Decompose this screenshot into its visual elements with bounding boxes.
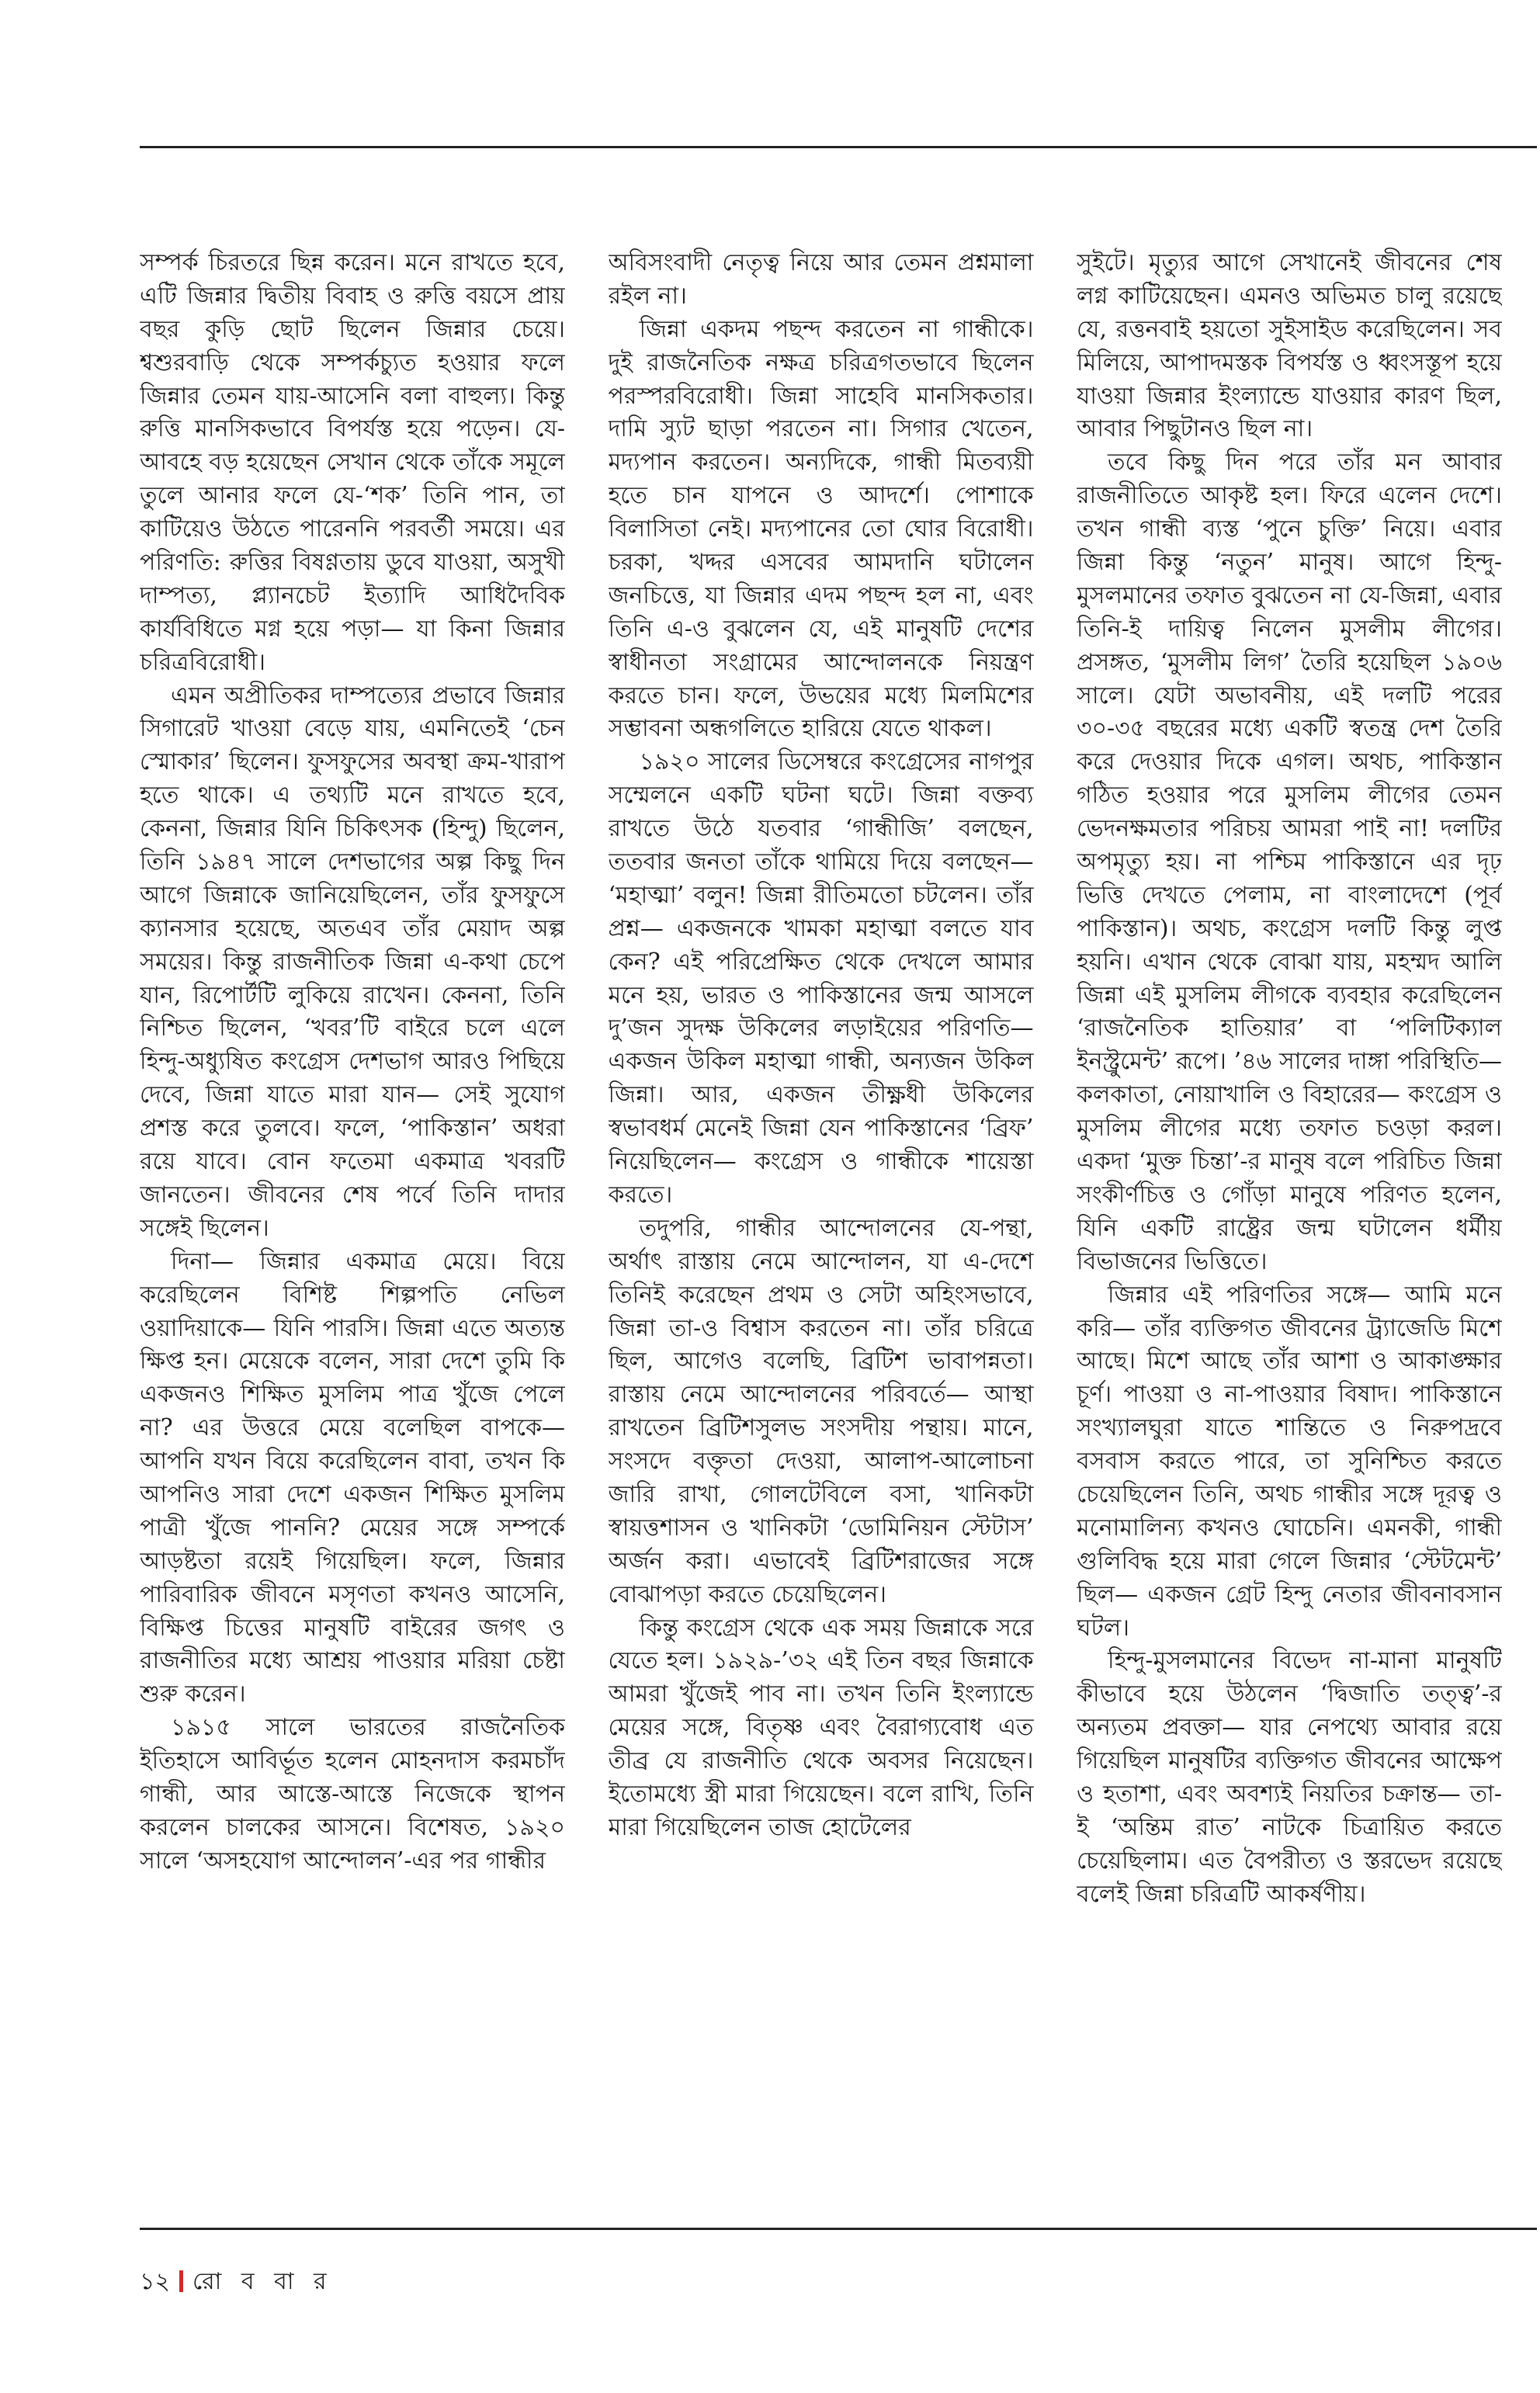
paragraph: দিনা— জিন্নার একমাত্র মেয়ে। বিয়ে করেছিলেন বিশিষ্ট শিল্পপতি নেভিল ওয়াদিয়াকে— যিনি পারসি। জিন্না এতে অত্যন্ত ক্ষিপ্ত হন। মেয়েকে বলেন, সারা দেশে তুমি কি একজনও শিক্ষিত মুসলিম পাত্র খুঁজে পেলে না? এর উত্তরে মেয়ে বলেছিল বাপকে— আপনি যখন বিয়ে করেছিলেন বাবা, তখন কি আপনিও সারা দেশে একজন শিক্ষিত মুসলিম পাত্রী খুঁজে পাননি? মেয়ের সঙ্গে সম্পর্কে আড়ষ্টতা রয়েই গিয়েছিল। ফলে, জিন্নার পারিবারিক জীবনে মসৃণতা কখনও আসেনি, বিক্ষিপ্ত চিত্তের মানুষটি বাইরের জগৎ ও রাজনীতির মধ্যে আশ্রয় পাওয়ার মরিয়া চেষ্টা শুরু করেন। [140, 1247, 565, 1708]
paragraph: জিন্নার এই পরিণতির সঙ্গে— আমি মনে করি— তাঁর ব্যক্তিগত জীবনের ট্র্যাজেডি মিশে আছে। মিশে আছে তাঁর আশা ও আকাঙ্ক্ষার চূর্ণ। পাওয়া ও না-পাওয়ার বিষাদ। পাকিস্তানে সংখ্যালঘুরা যাতে শান্তিতে ও নিরুপদ্রবে বসবাস করতে পারে, তা সুনিশ্চিত করতে চেয়েছিলেন তিনি, অথচ গান্ধীর সঙ্গে দূরত্ব ও মনোমালিন্য কখনও ঘোচেনি। এমনকী, গান্ধী গুলিবিদ্ধ হয়ে মারা গেলে জিন্নার ‘স্টেটমেন্ট’ ছিল— একজন গ্রেট হিন্দু নেতার জীবনাবসান ঘটল। [1077, 1281, 1502, 1642]
top-rule [140, 146, 1537, 148]
article-body [140, 247, 1502, 2211]
article-column-3 [1077, 247, 1502, 2211]
paragraph: জিন্না একদম পছন্দ করতেন না গান্ধীকে। দুই রাজনৈতিক নক্ষত্র চরিত্রগতভাবে ছিলেন পরস্পরবিরোধী। জিন্না সাহেবি মানসিকতার। দামি স্যুট ছাড়া পরতেন না। সিগার খেতেন, মদ্যপান করতেন। অন্যদিকে, গান্ধী মিতব্যয়ী হতে চান যাপনে ও আদর্শে। পোশাকে বিলাসিতা নেই। মদ্যপানের তো ঘোর বিরোধী। চরকা, খদ্দর এসবের আমদানি ঘটালেন জনচিত্তে, যা জিন্নার এদম পছন্দ হল না, এবং তিনি এ-ও বুঝলেন যে, এই মানুষটি দেশের স্বাধীনতা সংগ্রামের আন্দোলনকে নিয়ন্ত্রণ করতে চান। ফলে, উভয়ের মধ্যে মিলমিশের সম্ভাবনা অন্ধগলিতে হারিয়ে যেতে থাকল। [608, 315, 1034, 743]
paragraph: তদুপরি, গান্ধীর আন্দোলনের যে-পন্থা, অর্থাৎ রাস্তায় নেমে আন্দোলন, যা এ-দেশে তিনিই করেছেন প্রথম ও সেটা অহিংসভাবে, জিন্না তা-ও বিশ্বাস করতেন না। তাঁর চরিত্রে ছিল, আগেও বলেছি, ব্রিটিশ ভাবাপন্নতা। রাস্তায় নেমে আন্দোলনের পরিবর্তে— আস্থা রাখতেন ব্রিটিশসুলভ সংসদীয় পন্থায়। মানে, সংসদে বক্তৃতা দেওয়া, আলাপ-আলোচনা জারি রাখা, গোলটেবিলে বসা, খানিকটা স্বায়ত্তশাসন ও খানিকটা ‘ডোমিনিয়ন স্টেটাস’ অর্জন করা। এভাবেই ব্রিটিশরাজের সঙ্গে বোঝাপড়া করতে চেয়েছিলেন। [608, 1214, 1034, 1608]
paragraph: কিন্তু কংগ্রেস থেকে এক সময় জিন্নাকে সরে যেতে হল। ১৯২৯-’৩২ এই তিন বছর জিন্নাকে আমরা খুঁজেই পাব না। তখন তিনি ইংল্যান্ডে মেয়ের সঙ্গে, বিতৃষ্ণ এবং বৈরাগ্যবোধ এত তীব্র যে রাজনীতি থেকে অবসর নিয়েছেন। ইতোমধ্যে স্ত্রী মারা গিয়েছেন। বলে রাখি, তিনি মারা গিয়েছিলেন তাজ হোটেলের [608, 1614, 1034, 1841]
page-number: ১২ [140, 2268, 170, 2295]
article-column-1 [140, 247, 565, 2211]
separator-bar [179, 2270, 183, 2292]
paragraph: অবিসংবাদী নেতৃত্ব নিয়ে আর তেমন প্রশ্নমালা রইল না। [608, 249, 1034, 310]
magazine-name: রো ব বা র [192, 2268, 333, 2295]
article-column-2 [609, 247, 1034, 2211]
bottom-rule [140, 2228, 1537, 2230]
paragraph: ১৯২০ সালের ডিসেম্বরে কংগ্রেসের নাগপুর সম্মেলনে একটি ঘটনা ঘটে। জিন্না বক্তব্য রাখতে উঠে যতবার ‘গান্ধীজি’ বলছেন, ততবার জনতা তাঁকে থামিয়ে দিয়ে বলছেন— ‘মহাত্মা’ বলুন! জিন্না রীতিমতো চটলেন। তাঁর প্রশ্ন— একজনকে খামকা মহাত্মা বলতে যাব কেন? এই পরিপ্রেক্ষিত থেকে দেখলে আমার মনে হয়, ভারত ও পাকিস্তানের জন্ম আসলে দু’জন সুদক্ষ উকিলের লড়াইয়ের পরিণতি— একজন উকিল মহাত্মা গান্ধী, অন্যজন উকিল জিন্না। আর, একজন তীক্ষ্ণধী উকিলের স্বভাবধর্ম মেনেই জিন্না যেন পাকিস্তানের ‘ব্রিফ’ নিয়েছিলেন— কংগ্রেস ও গান্ধীকে শায়েস্তা করতে। [608, 748, 1034, 1209]
paragraph: সুইটে। মৃত্যুর আগে সেখানেই জীবনের শেষ লগ্ন কাটিয়েছেন। এমনও অভিমত চালু রয়েছে যে, রত্তনবাই হয়তো সুইসাইড করেছিলেন। সব মিলিয়ে, আপাদমস্তক বিপর্যস্ত ও ধ্বংসস্তূপ হয়ে যাওয়া জিন্নার ইংল্যান্ডে যাওয়ার কারণ ছিল, আবার পিছুটানও ছিল না। [1077, 249, 1502, 443]
paragraph: সম্পর্ক চিরতরে ছিন্ন করেন। মনে রাখতে হবে, এটি জিন্নার দ্বিতীয় বিবাহ ও রুত্তি বয়সে প্রায় বছর কুড়ি ছোট ছিলেন জিন্নার চেয়ে। শ্বশুরবাড়ি থেকে সম্পর্কচ্যুত হওয়ার ফলে জিন্নার তেমন যায়-আসেনি বলা বাহুল্য। কিন্তু রুত্তি মানসিকভাবে বিপর্যস্ত হয়ে পড়েন। যে-আবহে বড় হয়েছেন সেখান থেকে তাঁকে সমূলে তুলে আনার ফলে যে-‘শক’ তিনি পান, তা কাটিয়েও উঠতে পারেননি পরবর্তী সময়ে। এর পরিণতি: রুত্তির বিষণ্ণতায় ডুবে যাওয়া, অসুখী দাম্পত্য, প্ল্যানচেট ইত্যাদি আধিদৈবিক কার্যবিধিতে মগ্ন হয়ে পড়া— যা কিনা জিন্নার চরিত্রবিরোধী। [140, 249, 565, 676]
page-footer [140, 2266, 333, 2298]
paragraph: হিন্দু-মুসলমানের বিভেদ না-মানা মানুষটি কীভাবে হয়ে উঠলেন ‘দ্বিজাতি তত্ত্ব’-র অন্যতম প্রবক্তা— যার নেপথ্যে আবার রয়ে গিয়েছিল মানুষটির ব্যক্তিগত জীবনের আক্ষেপ ও হতাশা, এবং অবশ্যই নিয়তির চক্রান্ত— তা-ই ‘অন্তিম রাত’ নাটকে চিত্রায়িত করতে চেয়েছিলাম। এত বৈপরীত্য ও স্তরভেদ রয়েছে বলেই জিন্না চরিত্রটি আকর্ষণীয়। [1077, 1647, 1502, 1908]
paragraph: এমন অপ্রীতিকর দাম্পত্যের প্রভাবে জিন্নার সিগারেট খাওয়া বেড়ে যায়, এমনিতেই ‘চেন স্মোকার’ ছিলেন। ফুসফুসের অবস্থা ক্রম-খারাপ হতে থাকে। এ তথ্যটি মনে রাখতে হবে, কেননা, জিন্নার যিনি চিকিৎসক (হিন্দু) ছিলেন, তিনি ১৯৪৭ সালে দেশভাগের অল্প কিছু দিন আগে জিন্নাকে জানিয়েছিলেন, তাঁর ফুসফুসে ক্যানসার হয়েছে, অতএব তাঁর মেয়াদ অল্প সময়ের। কিন্তু রাজনীতিক জিন্না এ-কথা চেপে যান, রিপোর্টটি লুকিয়ে রাখেন। কেননা, তিনি নিশ্চিত ছিলেন, ‘খবর’টি বাইরে চলে এলে হিন্দু-অধ্যুষিত কংগ্রেস দেশভাগ আরও পিছিয়ে দেবে, জিন্না যাতে মারা যান— সেই সুযোগ প্রশস্ত করে তুলবে। ফলে, ‘পাকিস্তান’ অধরা রয়ে যাবে। বোন ফতেমা একমাত্র খবরটি জানতেন। জীবনের শেষ পর্বে তিনি দাদার সঙ্গেই ছিলেন। [140, 681, 565, 1242]
paragraph: ১৯১৫ সালে ভারতের রাজনৈতিক ইতিহাসে আবির্ভূত হলেন মোহনদাস করমচাঁদ গান্ধী, আর আস্তে-আস্তে নিজেকে স্থাপন করলেন চালকের আসনে। বিশেষত, ১৯২০ সালে ‘অসহযোগ আন্দোলন’-এর পর গান্ধীর [140, 1714, 565, 1875]
paragraph: তবে কিছু দিন পরে তাঁর মন আবার রাজনীতিতে আকৃষ্ট হল। ফিরে এলেন দেশে। তখন গান্ধী ব্যস্ত ‘পুনে চুক্তি’ নিয়ে। এবার জিন্না কিন্তু ‘নতুন’ মানুষ। আগে হিন্দু-মুসলমানের তফাত বুঝতেন না যে-জিন্না, এবার তিনি-ই দায়িত্ব নিলেন মুসলীম লীগের। প্রসঙ্গত, ‘মুসলীম লিগ’ তৈরি হয়েছিল ১৯০৬ সালে। যেটা অভাবনীয়, এই দলটি পরের ৩০-৩৫ বছরের মধ্যে একটি স্বতন্ত্র দেশ তৈরি করে দেওয়ার দিকে এগল। অথচ, পাকিস্তান গঠিত হওয়ার পরে মুসলিম লীগের তেমন ভেদনক্ষমতার পরিচয় আমরা পাই না! দলটির অপমৃত্যু হয়। না পশ্চিম পাকিস্তানে এর দৃঢ় ভিত্তি দেখতে পেলাম, না বাংলাদেশে (পূর্ব পাকিস্তান)। অথচ, কংগ্রেস দলটি কিন্তু লুপ্ত হয়নি। এখান থেকে বোঝা যায়, মহম্মদ আলি জিন্না এই মুসলিম লীগকে ব্যবহার করেছিলেন ‘রাজনৈতিক হাতিয়ার’ বা ‘পলিটিক্যাল ইনস্ট্রুমেন্ট’ রূপে। ’৪৬ সালের দাঙ্গা পরিস্থিতি— কলকাতা, নোয়াখালি ও বিহারের— কংগ্রেস ও মুসলিম লীগের মধ্যে তফাত চওড়া করল। একদা ‘মুক্ত চিন্তা’-র মানুষ বলে পরিচিত জিন্না সংকীর্ণচিত্ত ও গোঁড়া মানুষে পরিণত হলেন, যিনি একটি রাষ্ট্রের জন্ম ঘটালেন ধর্মীয় বিভাজনের ভিত্তিতে। [1077, 449, 1502, 1275]
